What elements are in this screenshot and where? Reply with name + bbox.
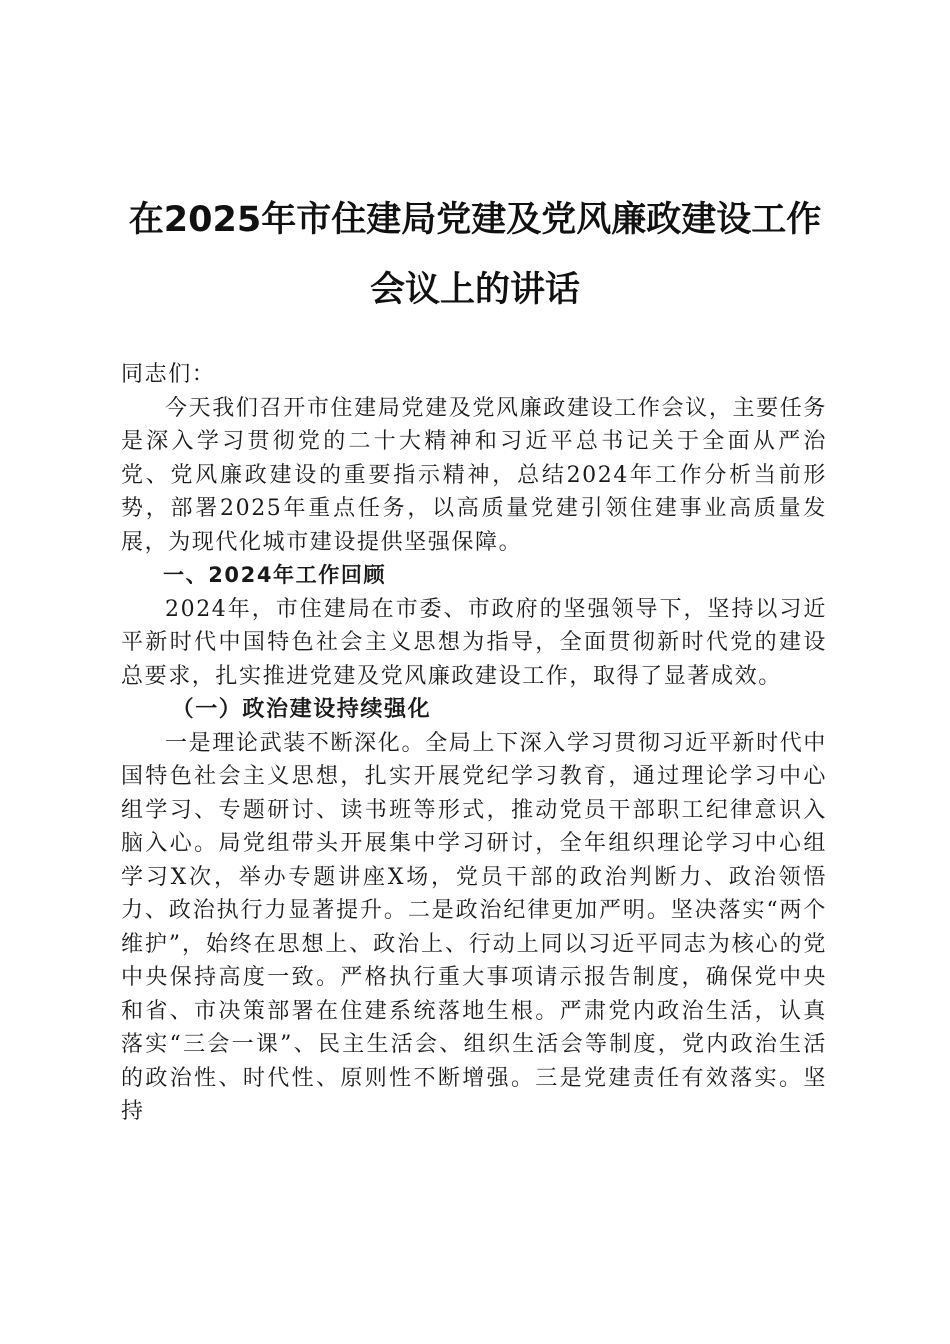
document-body [121,358,827,1129]
salutation: 同志们： [121,362,216,387]
document-title-line1: 在2025年市住建局党建及党风廉政建设工作 [128,200,822,240]
intro-paragraph: 今天我们召开市住建局党建及党风廉政建设工作会议，主要任务是深入学习贯彻党的二十大精神和习近平总书记关于全面从严治党、党风廉政建设的重要指示精神，总结2024年工作分析当前形势，部署2025年重点任务，以高质量党建引领住建事业高质量发展，为现代化城市建设提供坚强保障。 [121,395,827,555]
section1-paragraph: 2024年，市住建局在市委、市政府的坚强领导下，坚持以习近平新时代中国特色社会主义思想为指导，全面贯彻新时代党的建设总要求，扎实推进党建及党风廉政建设工作，取得了显著成效。 [121,596,827,689]
subsection1-paragraph: 一是理论武装不断深化。全局上下深入学习贯彻习近平新时代中国特色社会主义思想，扎实开展党纪学习教育，通过理论学习中心组学习、专题研讨、读书班等形式，推动党员干部职工纪律意识入脑入心。局党组带头开展集中学习研讨，全年组织理论学习中心组学习X次，举办专题讲座X场，党员干部的政治判断力、政治领悟力、政治执行力显著提升。二是政治纪律更加严明。坚决落实“两个维护”，始终在思想上、政治上、行动上同以习近平同志为核心的党中央保持高度一致。严格执行重大事项请示报告制度，确保党中央和省、市决策部署在住建系统落地生根。严肃党内政治生活，认真落实“三会一课”、民主生活会、组织生活会等制度，党内政治生活的政治性、时代性、原则性不断增强。三是党建责任有效落实。坚持 [121,730,827,1124]
document-title-line2: 会议上的讲话 [369,270,580,310]
section1-heading: 一、2024年工作回顾 [163,563,387,587]
subsection1-heading: （一）政治建设持续强化 [171,696,432,722]
